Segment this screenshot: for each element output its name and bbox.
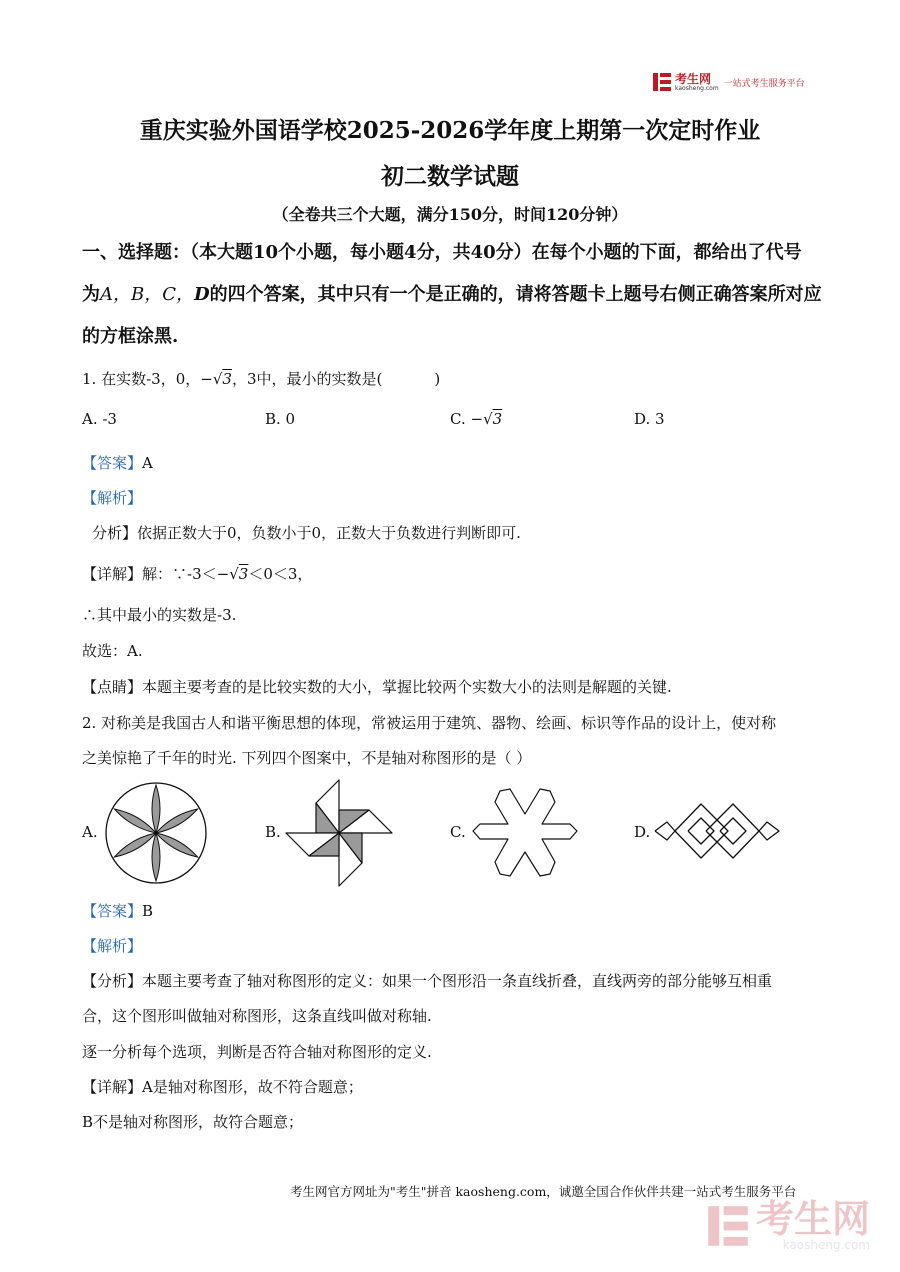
sqrt-expression: −√3 (200, 370, 232, 388)
q1-comment: 【点睛】本题主要考查的是比较实数的大小，掌握比较两个实数大小的法则是解题的关键. (82, 678, 672, 696)
exam-info: （全卷共三个大题，满分150分，时间120分钟） (272, 205, 628, 224)
figure-c-star[interactable] (470, 784, 580, 884)
logo-domain: kaosheng.com (675, 84, 719, 92)
section-instruction-line3: 的方框涂黑. (82, 326, 179, 347)
q1-conclusion: ∴其中最小的实数是-3. (82, 606, 237, 624)
q2-analysis-line3: 逐一分析每个选项，判断是否符合轴对称图形的定义. (82, 1043, 432, 1061)
q2-option-a-label[interactable]: A. (82, 823, 98, 841)
q1-choose: 故选：A. (82, 642, 143, 660)
watermark (706, 1197, 870, 1252)
watermark-name: 考生网 (755, 1197, 870, 1241)
kaosheng-logo-icon (652, 72, 672, 92)
header-logo[interactable] (652, 72, 805, 92)
q2-stem-line1: 2. 对称美是我国古人和谐平衡思想的体现，常被运用于建筑、器物、绘画、标识等作品的设计上，使对称 (82, 714, 777, 732)
q2-analysis-line1: 【分析】本题主要考查了轴对称图形的定义：如果一个图形沿一条直线折叠，直线两旁的部分能够互相重 (82, 972, 773, 990)
logo-slogan: 一站式考生服务平台 (723, 78, 805, 89)
figure-b-pinwheel[interactable] (284, 778, 394, 888)
q1-detail: 【详解】解：∵-3＜−√3＜0＜3， (82, 565, 313, 583)
q1-option-b[interactable]: B. 0 (265, 410, 296, 428)
q1-analysis-tag: 【解析】 (82, 489, 143, 507)
q2-option-c-label[interactable]: C. (450, 823, 466, 841)
logo-name: 考生网 (675, 71, 712, 86)
q2-option-d-label[interactable]: D. (634, 823, 651, 841)
q1-answer: 【答案】A (82, 454, 153, 472)
q1-option-a[interactable]: A. -3 (82, 410, 117, 428)
q1-option-c[interactable]: C. −√3 (450, 410, 503, 428)
figure-d-knot[interactable] (653, 796, 781, 866)
exam-title: 重庆实验外国语学校2025-2026学年度上期第一次定时作业 (139, 117, 761, 144)
q2-answer: 【答案】B (82, 902, 154, 920)
footer-text: 考生网官方网址为"考生"拼音 kaosheng.com，诚邀全国合作伙伴共建一站式考生服务平台 (290, 1184, 797, 1199)
q2-stem-line2: 之美惊艳了千年的时光. 下列四个图案中，不是轴对称图形的是（ ） (82, 749, 532, 767)
section-instruction-line2: 为A，B，C，D的四个答案，其中只有一个是正确的，请将答题卡上题号右侧正确答案所对应 (82, 284, 822, 305)
q1-option-d[interactable]: D. 3 (634, 410, 665, 428)
q2-analysis-tag: 【解析】 (82, 937, 143, 955)
q1-analysis: 分析】依据正数大于0，负数小于0，正数大于负数进行判断即可. (92, 524, 521, 542)
q1-stem: 1. 在实数-3，0，−√3，3中，最小的实数是( ) (82, 370, 441, 388)
watermark-domain: kaosheng.com (782, 1238, 870, 1252)
q2-option-b-label[interactable]: B. (265, 823, 281, 841)
q2-detail-line2: B不是轴对称图形，故符合题意； (82, 1113, 304, 1131)
watermark-logo-icon (706, 1204, 750, 1248)
figure-a-flower[interactable] (103, 780, 209, 886)
q2-analysis-line2: 合，这个图形叫做轴对称图形，这条直线叫做对称轴. (82, 1007, 432, 1025)
exam-subtitle: 初二数学试题 (381, 163, 519, 190)
section-instruction-line1: 一、选择题：（本大题10个小题，每小题4分，共40分）在每个小题的下面，都给出了代号 (82, 242, 802, 263)
q2-detail-line1: 【详解】A是轴对称图形，故不符合题意； (82, 1078, 363, 1096)
